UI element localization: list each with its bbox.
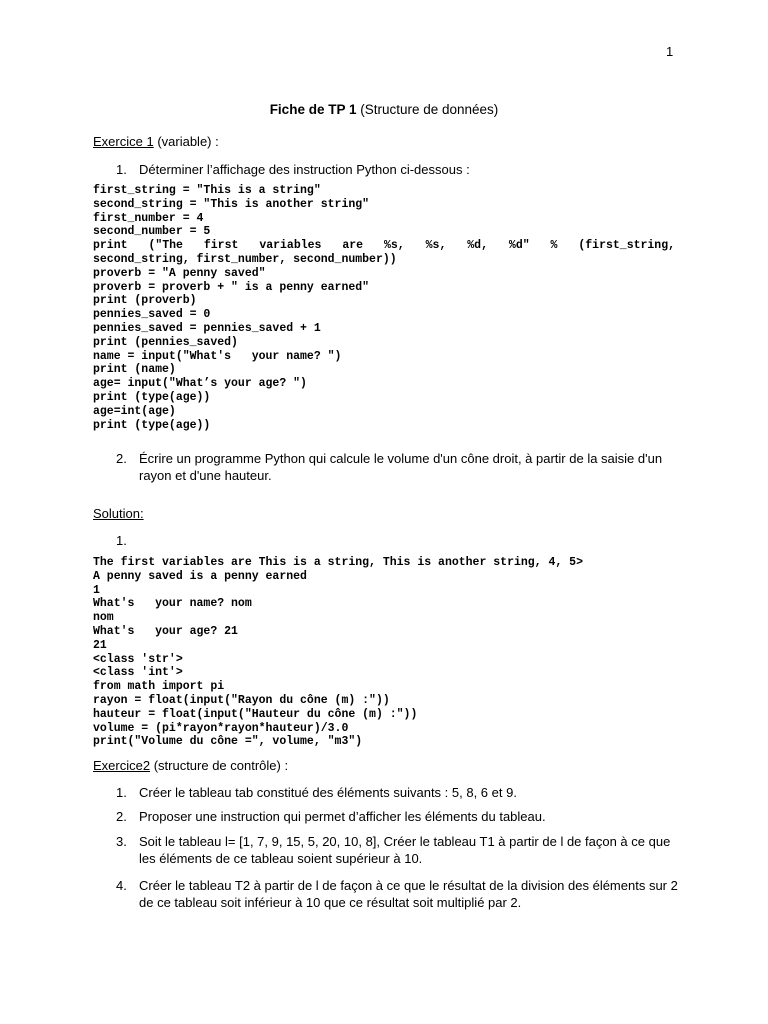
item-text: Soit le tableau l= [1, 7, 9, 15, 5, 20, 10, 8], Créer le tableau T1 à partir de l de façon à ce que les éléments de ce tableau soient supérieur à 10.	[139, 834, 671, 866]
code-line: nom	[93, 611, 114, 625]
code-line: second_number = 5	[93, 225, 211, 239]
code-line: first_number = 4	[93, 211, 204, 225]
code-line: rayon = float(input("Rayon du cône (m) :"))	[93, 693, 390, 707]
code-line: print ("The first variables are %s, %s, %d, %d" % (first_string,	[93, 239, 675, 253]
code-line: 21	[93, 638, 107, 652]
code-line: print (type(age))	[93, 390, 211, 404]
exercise1-heading	[93, 134, 219, 149]
exercise1-heading-label: Exercice 1	[93, 134, 154, 149]
exercise2-heading	[93, 758, 288, 773]
code-line: proverb = "A penny saved"	[93, 266, 266, 280]
code-line: second_string = "This is another string"	[93, 197, 370, 211]
solution-heading-label: Solution:	[93, 506, 144, 521]
item-number: 1.	[116, 785, 127, 800]
code-line: A penny saved is a penny earned	[93, 569, 307, 583]
code-line: second_string, first_number, second_number))	[93, 252, 397, 266]
question-number: 2.	[116, 451, 127, 466]
item-text: Créer le tableau T2 à partir de l de façon à ce que le résultat de la division des éléments sur 2 de ce tableau soit inférieur à 10 que ce résultat soit multiplié par 2.	[139, 878, 678, 910]
question-number: 1.	[116, 162, 127, 177]
exercise1-code-block	[93, 184, 675, 432]
code-line: What's your age? 21	[93, 624, 238, 638]
code-line: name = input("What's your name? ")	[93, 349, 342, 363]
solution-code-block	[93, 556, 675, 749]
code-line: print (proverb)	[93, 294, 197, 308]
page-title-bold: Fiche de TP 1	[269, 102, 357, 117]
code-line: age=int(age)	[93, 404, 176, 418]
question-text: Écrire un programme Python qui calcule le volume d'un cône droit, à partir de la saisie d'un rayon et d'une hauteur.	[139, 451, 663, 483]
item-text: Créer le tableau tab constitué des éléments suivants : 5, 8, 6 et 9.	[139, 785, 517, 800]
item-number: 3.	[116, 834, 127, 849]
code-line: proverb = proverb + " is a penny earned"	[93, 280, 370, 294]
item-text: Proposer une instruction qui permet d’afficher les éléments du tableau.	[139, 809, 546, 824]
page-title-rest: (Structure de données)	[356, 102, 499, 117]
code-line: hauteur = float(input("Hauteur du cône (m) :"))	[93, 707, 418, 721]
code-line: first_string = "This is a string"	[93, 184, 321, 197]
code-line: 1	[93, 583, 100, 597]
item-number: 1.	[116, 533, 127, 548]
code-line: print("Volume du cône =", volume, "m3")	[93, 735, 363, 749]
code-line: print (type(age))	[93, 418, 211, 432]
code-line: print (pennies_saved)	[93, 335, 238, 349]
page-title	[0, 102, 768, 117]
code-line: pennies_saved = pennies_saved + 1	[93, 321, 321, 335]
item-number: 4.	[116, 878, 127, 893]
code-line: from math import pi	[93, 680, 225, 694]
solution-heading	[93, 506, 144, 521]
code-line: volume = (pi*rayon*rayon*hauteur)/3.0	[93, 721, 349, 735]
code-line: The first variables are This is a string, This is another string, 4, 5>	[93, 556, 583, 569]
code-line: <class 'int'>	[93, 666, 183, 680]
page-number: 1	[666, 44, 674, 59]
item-number: 2.	[116, 809, 127, 824]
exercise1-heading-rest: (variable) :	[153, 134, 219, 149]
code-line: What's your name? nom	[93, 597, 252, 611]
code-line: print (name)	[93, 363, 176, 377]
question-text: Déterminer l’affichage des instruction Python ci-dessous :	[139, 162, 470, 177]
code-line: <class 'str'>	[93, 652, 183, 666]
code-line: pennies_saved = 0	[93, 308, 211, 322]
code-line: age= input("What’s your age? ")	[93, 377, 307, 391]
exercise2-heading-rest: (structure de contrôle) :	[150, 758, 289, 773]
exercise2-heading-label: Exercice2	[93, 758, 151, 773]
